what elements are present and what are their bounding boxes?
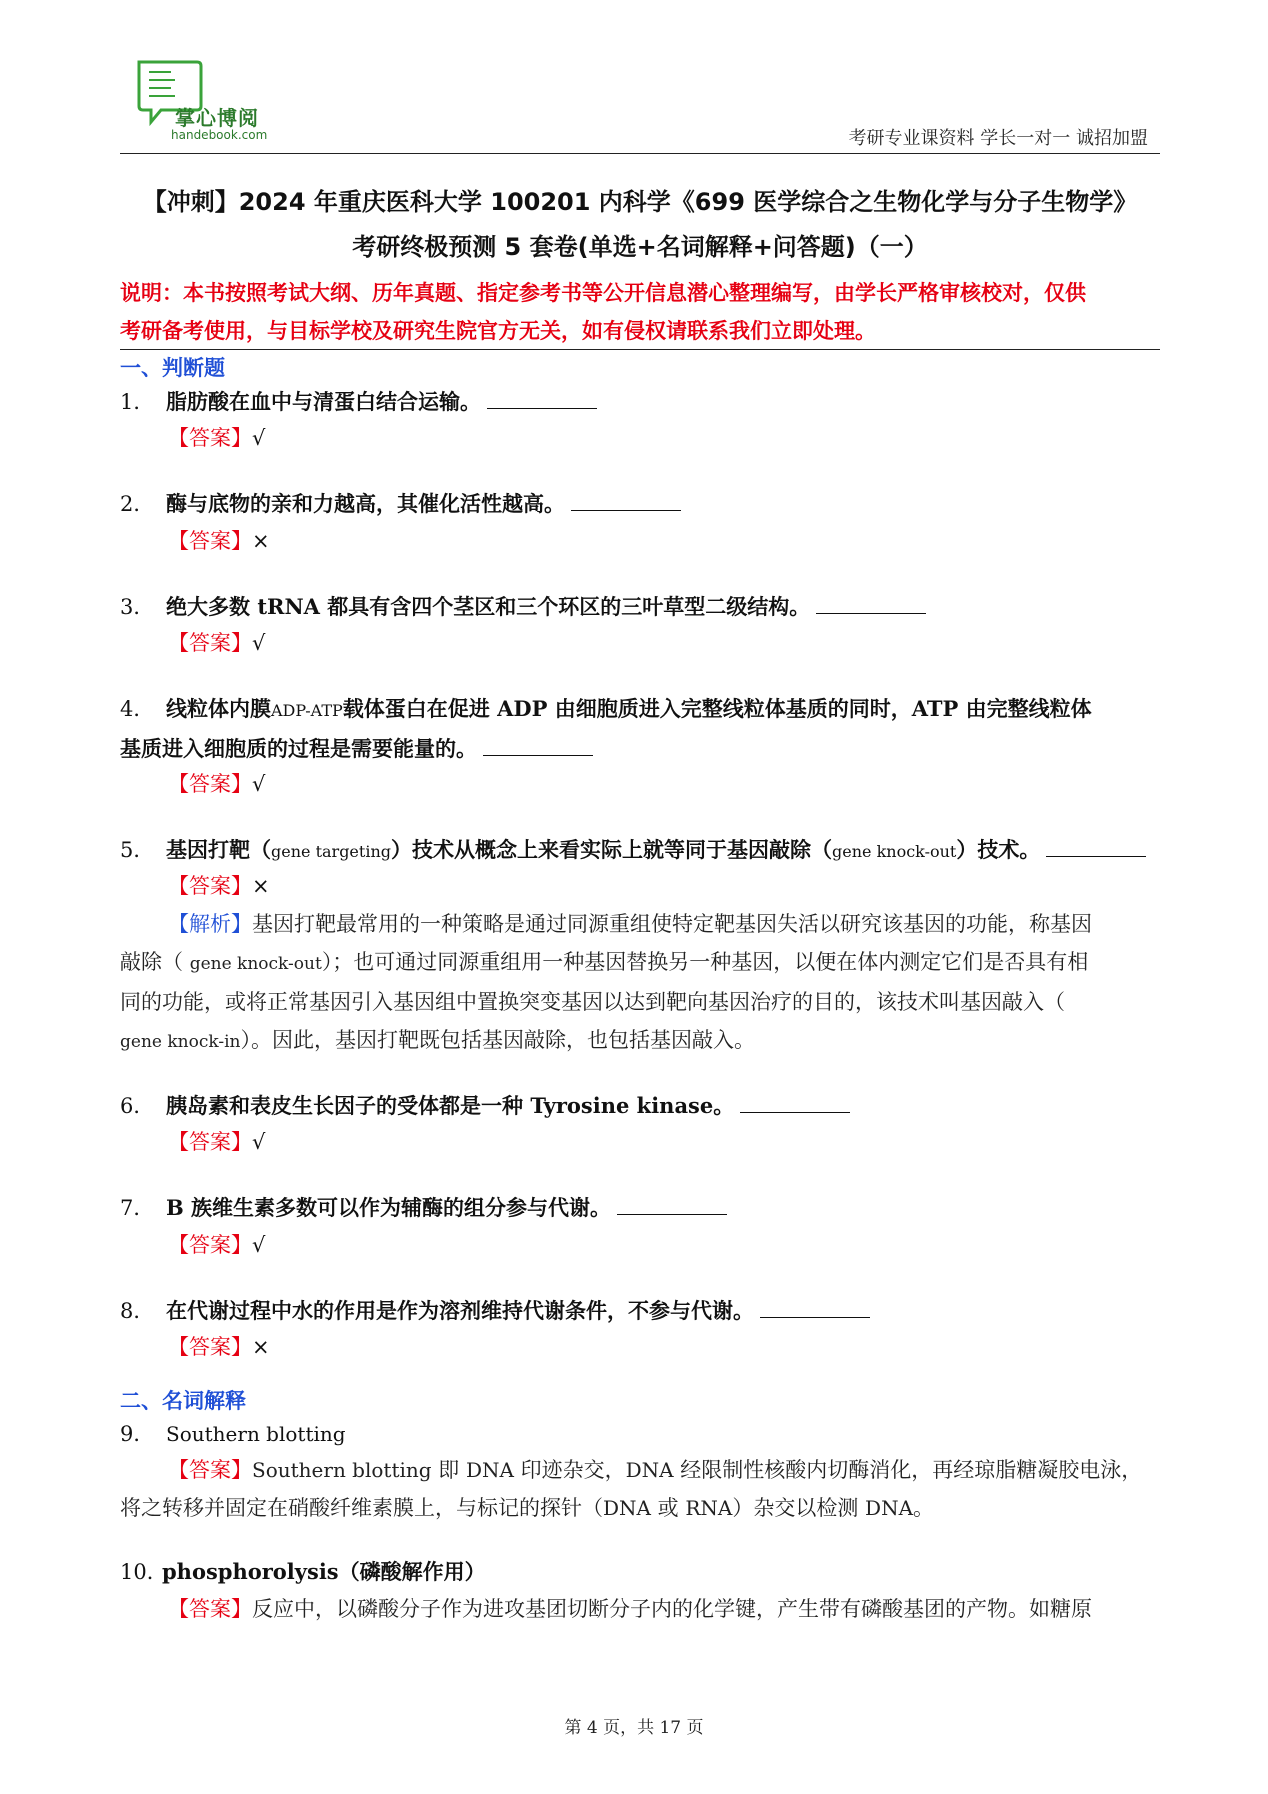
question-number: 10． [120, 1560, 168, 1584]
answer-3 [168, 627, 265, 657]
answer-value: √ [252, 772, 266, 796]
question-text: 酶与底物的亲和力越高，其催化活性越高。 [166, 492, 565, 516]
term-10-answer [120, 1590, 1160, 1628]
answer-tag: 【答案】 [168, 1130, 252, 1154]
analysis-text-latin: gene knock-out [189, 954, 322, 974]
question-number: 3． [120, 595, 155, 619]
question-text: 基因打靶（ [166, 838, 271, 862]
logo-url: handebook.com [171, 128, 268, 142]
page-title-line2: 考研终极预测 5 套卷(单选+名词解释+问答题)（一） [352, 233, 928, 261]
answer-text: 或 [650, 1496, 686, 1520]
question-text: 。 [713, 1094, 735, 1118]
question-text-latin: B [166, 1195, 184, 1220]
question-number: 9． [120, 1422, 155, 1446]
header-tagline: 考研专业课资料 学长一对一 诚招加盟 [848, 128, 1148, 149]
answer-blank [1046, 838, 1146, 857]
question-1 [120, 383, 1160, 421]
term-9 [120, 1415, 1160, 1453]
question-text: 在代谢过程中水的作用是作为溶剂维持代谢条件，不参与代谢。 [166, 1299, 754, 1323]
question-7 [120, 1189, 1160, 1227]
answer-tag: 【答案】 [168, 874, 252, 898]
question-number: 2． [120, 492, 155, 516]
analysis-5 [120, 905, 1160, 1061]
answer-7 [168, 1229, 265, 1259]
question-text: 都具有含四个茎区和三个环区的三叶草型二级结构。 [319, 595, 811, 619]
question-text: 载体蛋白在促进 [342, 697, 498, 721]
question-text: ）技术从概念上来看实际上就等同于基因敲除（ [391, 838, 832, 862]
answer-text-latin: DNA [865, 1496, 914, 1520]
answer-text: 经限制性核酸内切酶消化，再经琼脂糖凝胶电泳， [673, 1458, 1143, 1482]
answer-blank [571, 492, 681, 511]
question-text-latin: Tyrosine kinase [530, 1093, 714, 1118]
question-text: 脂肪酸在血中与清蛋白结合运输。 [166, 390, 481, 414]
question-text-latin: ADP-ATP [271, 701, 343, 720]
answer-value: √ [252, 631, 266, 655]
handebook-logo [135, 60, 275, 148]
answer-4 [168, 768, 265, 798]
question-text: 绝大多数 [166, 595, 258, 619]
term-9-answer [120, 1451, 1160, 1527]
question-text: ）技术。 [956, 838, 1041, 862]
answer-value: √ [252, 1130, 266, 1154]
notice-line2: 考研备考使用，与目标学校及研究生院官方无关，如有侵权请联系我们立即处理。 [120, 319, 876, 343]
answer-value: × [252, 1335, 270, 1359]
question-text-latin: tRNA [257, 594, 320, 619]
answer-text: 印迹杂交， [513, 1458, 626, 1482]
answer-blank [740, 1094, 850, 1113]
answer-tag: 【答案】 [168, 772, 252, 796]
answer-2 [168, 525, 270, 555]
answer-text: 将之转移并固定在硝酸纤维素膜上，与标记的探针（ [120, 1496, 603, 1520]
question-5 [120, 831, 1160, 871]
answer-text-latin: DNA [625, 1458, 674, 1482]
answer-value: × [252, 874, 270, 898]
header-rule [120, 153, 1160, 154]
answer-blank [816, 595, 926, 614]
question-2 [120, 485, 1160, 523]
term-text: Southern blotting [166, 1422, 346, 1446]
answer-blank [760, 1299, 870, 1318]
answer-tag: 【答案】 [168, 1233, 252, 1257]
term-text: （磷酸解作用） [338, 1560, 486, 1584]
answer-text: 即 [431, 1458, 466, 1482]
question-number: 7． [120, 1196, 155, 1220]
question-number: 4． [120, 697, 155, 721]
page-number: 第 4 页，共 17 页 [564, 1718, 704, 1738]
analysis-text-latin: gene knock-in [120, 1032, 241, 1052]
answer-6 [168, 1126, 265, 1156]
question-3 [120, 588, 1160, 626]
analysis-text: 基因打靶最常用的一种策略是通过同源重组使特定靶基因失活以研究该基因的功能，称基因 [252, 912, 1092, 936]
answer-1 [168, 422, 265, 452]
page-title-line1: 【冲刺】2024 年重庆医科大学 100201 内科学《699 医学综合之生物化学与分子生物学》 [142, 188, 1138, 216]
answer-text-latin: DNA [465, 1458, 514, 1482]
answer-tag: 【答案】 [168, 529, 252, 553]
question-number: 5． [120, 838, 155, 862]
term-10 [120, 1553, 1160, 1591]
answer-tag: 【答案】 [168, 631, 252, 655]
question-number: 6． [120, 1094, 155, 1118]
answer-8 [168, 1331, 270, 1361]
question-text: 线粒体内膜 [166, 697, 271, 721]
question-text: 基质进入细胞质的过程是需要能量的。 [120, 737, 477, 761]
question-text: 族维生素多数可以作为辅酶的组分参与代谢。 [183, 1196, 612, 1220]
question-text-latin: ATP [911, 696, 959, 721]
answer-value: × [252, 529, 270, 553]
answer-text-latin: RNA [685, 1496, 733, 1520]
analysis-text: ）；也可通过同源重组用一种基因替换另一种基因，以便在体内测定它们是否具有相 [321, 950, 1089, 974]
answer-text: ）杂交以检测 [732, 1496, 866, 1520]
question-number: 1． [120, 390, 155, 414]
answer-text: 反应中，以磷酸分子作为进攻基团切断分子内的化学键，产生带有磷酸基团的产物。如糖原 [252, 1597, 1092, 1621]
answer-blank [487, 390, 597, 409]
answer-text-latin: DNA [603, 1496, 651, 1520]
question-8 [120, 1292, 1160, 1330]
question-6 [120, 1087, 1160, 1125]
analysis-text: 同的功能，或将正常基因引入基因组中置换突变基因以达到靶向基因治疗的目的，该技术叫基因敲入（ [120, 990, 1065, 1014]
notice-line1: 说明：本书按照考试大纲、历年真题、指定参考书等公开信息潜心整理编写，由学长严格审核校对，仅供 [120, 281, 1086, 305]
question-text: 胰岛素和表皮生长因子的受体都是一种 [166, 1094, 531, 1118]
answer-tag: 【答案】 [168, 1458, 252, 1482]
notice-rule [120, 349, 1160, 350]
answer-text: 。 [913, 1496, 935, 1520]
question-text-latin: ADP [497, 696, 548, 721]
logo-name: 掌心博阅 [175, 106, 259, 130]
answer-5 [168, 870, 270, 900]
analysis-tag: 【解析】 [168, 912, 252, 936]
question-text-latin: gene targeting [271, 842, 391, 861]
answer-value: √ [252, 1233, 266, 1257]
question-number: 8． [120, 1299, 155, 1323]
analysis-text: ）。因此，基因打靶既包括基因敲除，也包括基因敲入。 [240, 1028, 755, 1052]
answer-value: √ [252, 426, 266, 450]
answer-tag: 【答案】 [168, 1335, 252, 1359]
question-text: 由细胞质进入完整线粒体基质的同时， [547, 697, 912, 721]
question-text-latin: gene knock-out [832, 842, 957, 861]
answer-tag: 【答案】 [168, 426, 252, 450]
question-4 [120, 690, 1160, 768]
answer-tag: 【答案】 [168, 1597, 252, 1621]
section-title-terms: 二、名词解释 [120, 1389, 246, 1413]
answer-text-latin: Southern blotting [252, 1458, 432, 1482]
answer-blank [617, 1196, 727, 1215]
section-title-judgment: 一、判断题 [120, 356, 225, 380]
question-text: 由完整线粒体 [958, 697, 1092, 721]
answer-blank [483, 737, 593, 756]
term-text-latin: phosphorolysis [162, 1559, 339, 1584]
analysis-text: 敲除（ [120, 950, 190, 974]
